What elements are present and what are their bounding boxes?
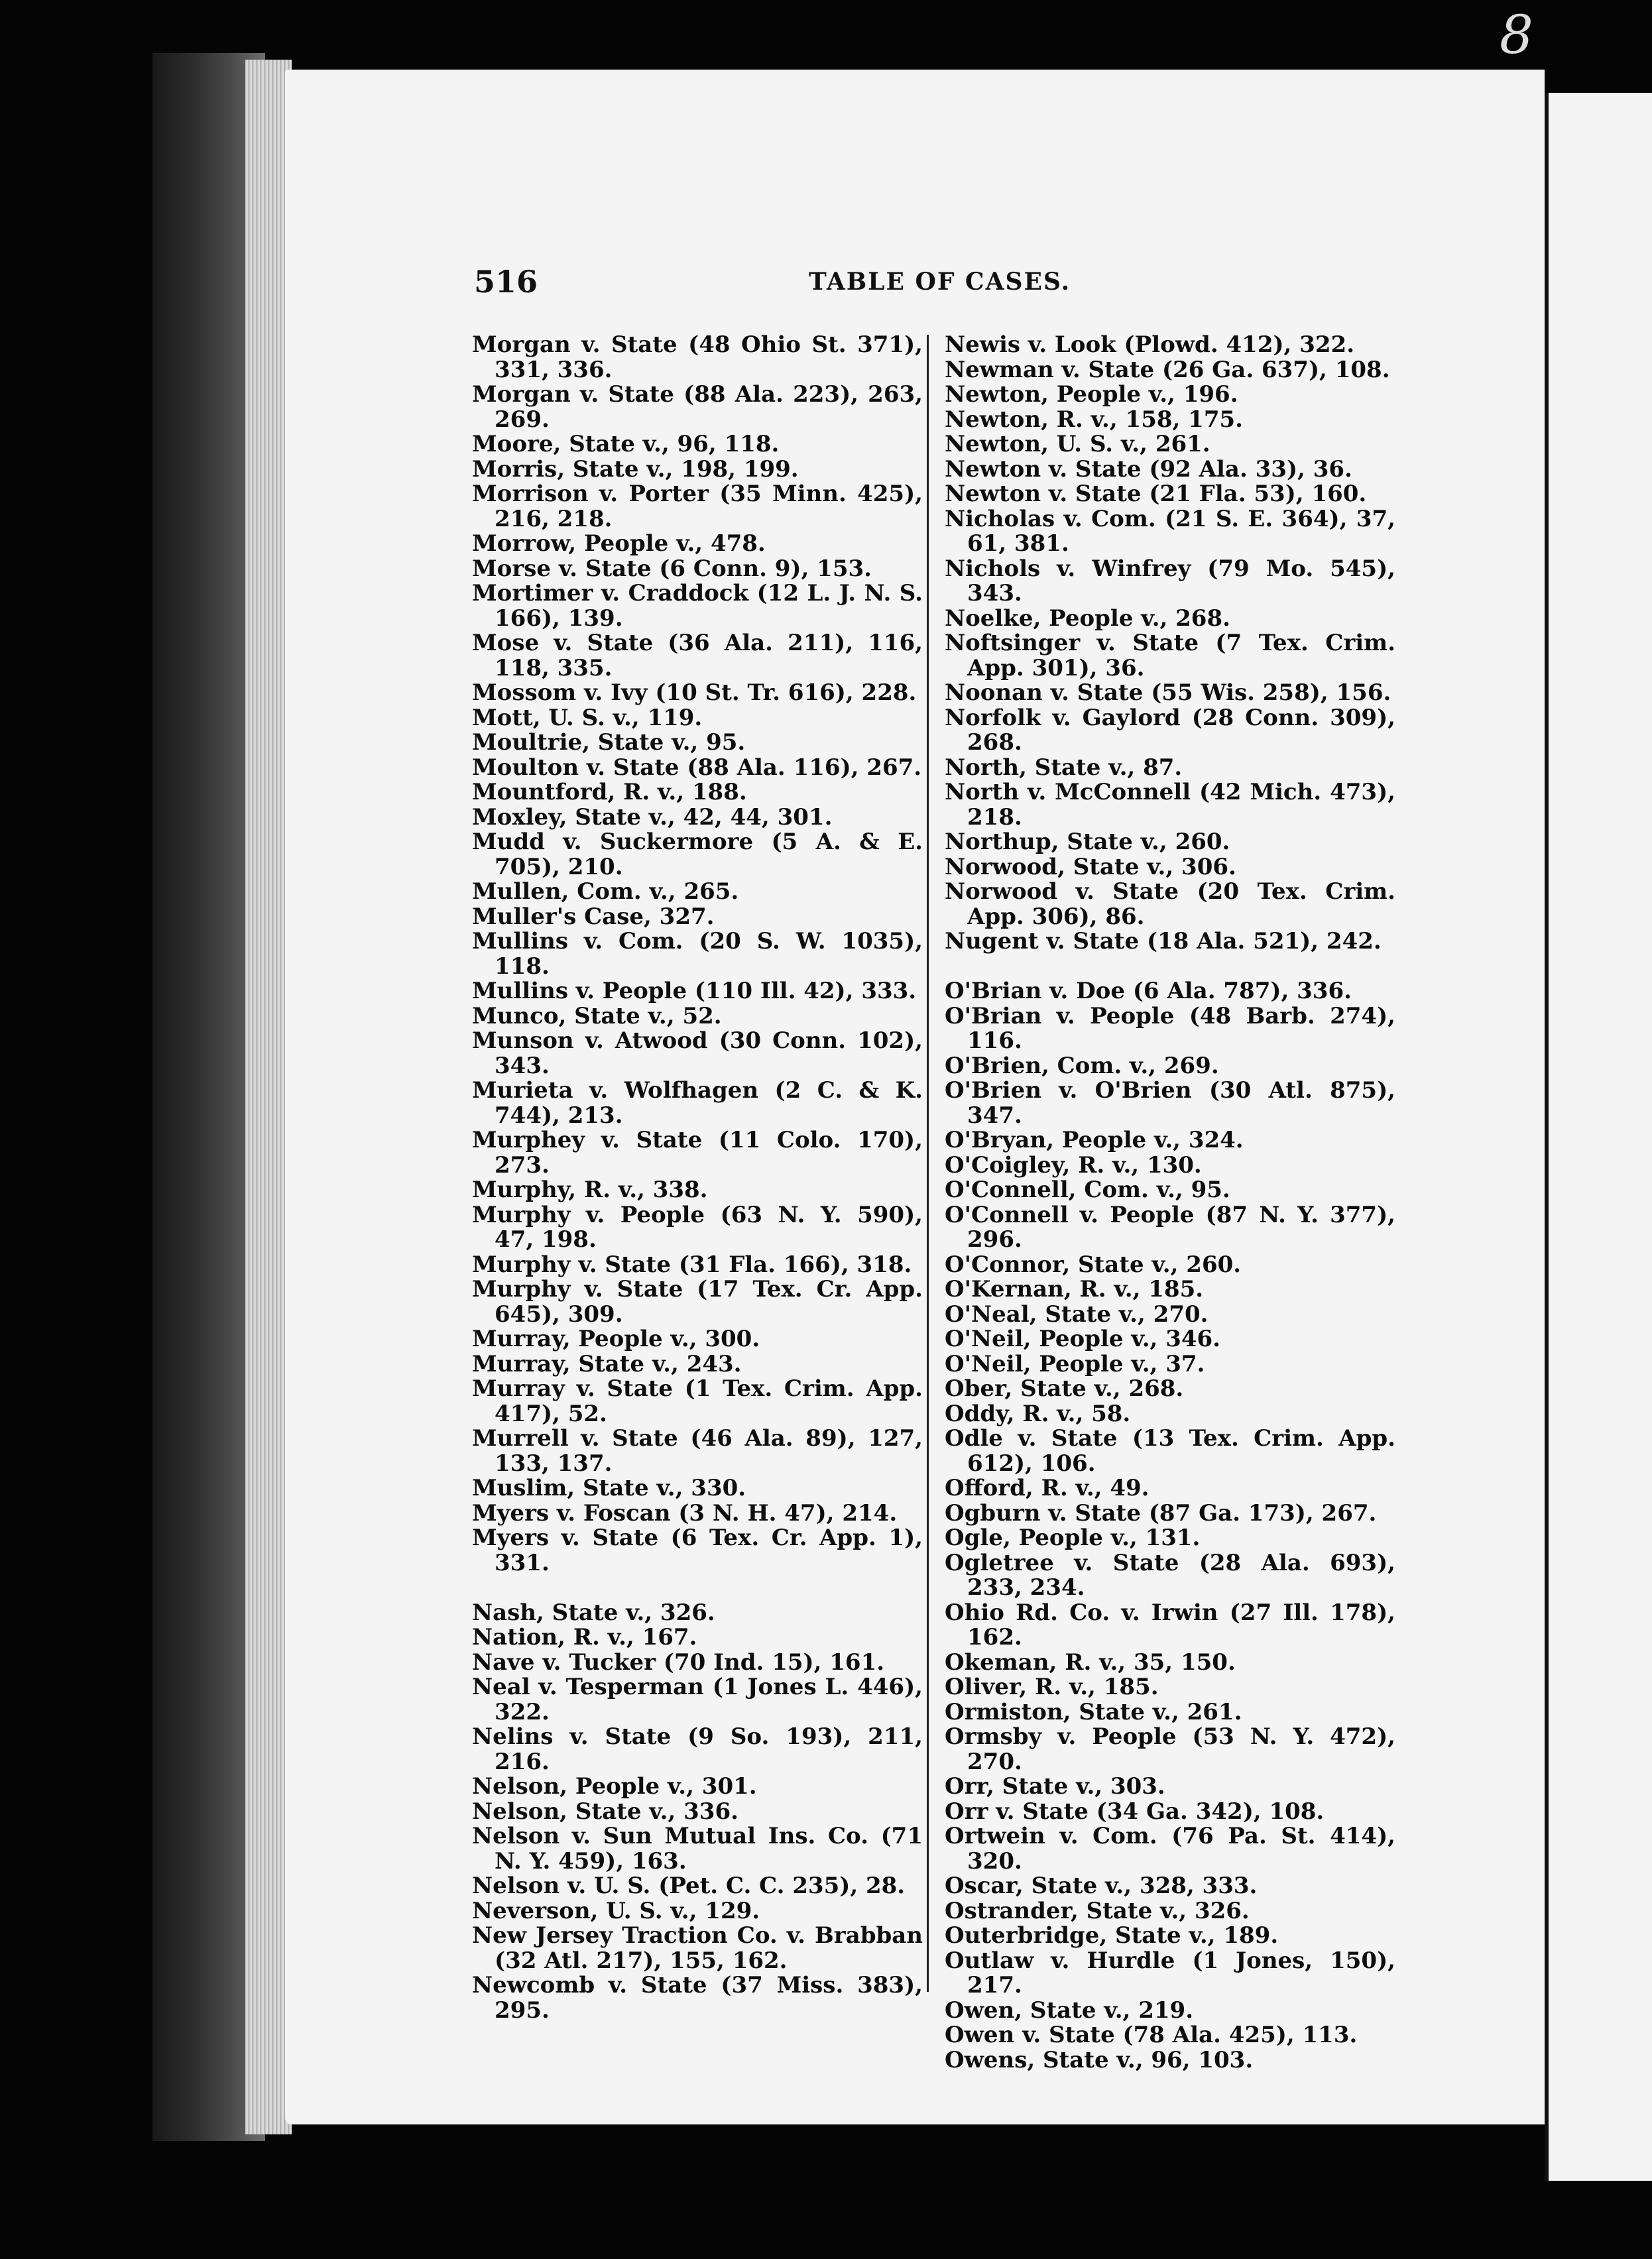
case-entry: Morris, State v., 198, 199. [472,455,799,483]
case-entry: O'Connell, Com. v., 95. [945,1177,1230,1203]
case-entry: Neal v. Tesperman (1 Jones L. 446), 322. [472,1674,923,1725]
case-entry: Ostrander, State v., 326. [945,1897,1250,1924]
case-entry: Ormsby v. People (53 N. Y. 472), 270. [945,1723,1395,1775]
case-entry: Mullen, Com. v., 265. [472,878,739,905]
case-entry: Oscar, State v., 328, 333. [945,1873,1258,1899]
case-entry: Morrow, People v., 478. [472,530,766,557]
case-entry: Noftsinger v. State (7 Tex. Crim. App. 301), 36. [945,630,1395,681]
case-entry: Murphy v. People (63 N. Y. 590), 47, 198. [472,1201,923,1253]
case-entry: Nichols v. Winfrey (79 Mo. 545), 343. [945,555,1395,607]
case-entry: Noonan v. State (55 Wis. 258), 156. [945,679,1391,706]
case-entry: Mullins v. People (110 Ill. 42), 333. [472,978,917,1004]
case-entry: Newis v. Look (Plowd. 412), 322. [945,331,1355,358]
case-entry: Odle v. State (13 Tex. Crim. App. 612), 106. [945,1425,1395,1477]
case-entry: Murray, People v., 300. [472,1326,760,1352]
case-entry: Mortimer v. Craddock (12 L. J. N. S. 166), 139. [472,580,923,632]
case-entry: New Jersey Traction Co. v. Brabban (32 Atl. 217), 155, 162. [472,1922,923,1974]
running-head: TABLE OF CASES. [809,268,1071,296]
case-entry: Moultrie, State v., 95. [472,729,746,756]
case-entry: Owen v. State (78 Ala. 425), 113. [945,2022,1358,2048]
case-entry: Nicholas v. Com. (21 S. E. 364), 37, 61, 381. [945,505,1395,557]
case-entry: Nugent v. State (18 Ala. 521), 242. [945,928,1382,955]
case-entry: Outerbridge, State v., 189. [945,1922,1279,1949]
section-gap [945,955,1395,980]
case-entry: Myers v. State (6 Tex. Cr. App. 1), 331. [472,1525,923,1576]
case-entry: O'Bryan, People v., 324. [945,1127,1244,1153]
case-entry: Ober, State v., 268. [945,1375,1184,1402]
case-entry: Murray v. State (1 Tex. Crim. App. 417), 52. [472,1375,923,1427]
case-entry: North, State v., 87. [945,754,1183,781]
case-entry: Morgan v. State (88 Ala. 223), 263, 269. [472,381,923,433]
case-entry: Murphy, R. v., 338. [472,1177,708,1203]
case-entry: Mott, U. S. v., 119. [472,704,703,731]
case-entry: O'Brian v. Doe (6 Ala. 787), 336. [945,978,1352,1004]
case-entry: Newton, U. S. v., 261. [945,431,1210,457]
section-gap [472,1576,923,1601]
case-entry: Newton v. State (92 Ala. 33), 36. [945,455,1352,483]
corner-mark: 8 [1500,4,1533,66]
case-entry: Murrell v. State (46 Ala. 89), 127, 133, 137. [472,1425,923,1477]
case-entry: Noelke, People v., 268. [945,605,1230,632]
case-entry: Ortwein v. Com. (76 Pa. St. 414), 320. [945,1823,1395,1875]
case-entry: Norfolk v. Gaylord (28 Conn. 309), 268. [945,704,1395,756]
case-entry: Newcomb v. State (37 Miss. 383), 295. [472,1972,923,2024]
case-entry: Morse v. State (6 Conn. 9), 153. [472,555,872,582]
case-entry: Muslim, State v., 330. [472,1475,746,1501]
case-entry: Nave v. Tucker (70 Ind. 15), 161. [472,1649,885,1676]
case-entry: O'Neil, People v., 346. [945,1326,1221,1352]
case-entry: Munson v. Atwood (30 Conn. 102), 343. [472,1027,923,1079]
case-entry: Oddy, R. v., 58. [945,1400,1131,1427]
case-entry: Newton v. State (21 Fla. 53), 160. [945,481,1367,507]
case-entry: Nelson v. Sun Mutual Ins. Co. (71 N. Y. 459), 163. [472,1823,923,1875]
case-entry: Norwood v. State (20 Tex. Crim. App. 306), 86. [945,878,1395,930]
case-entry: Newton, R. v., 158, 175. [945,406,1243,433]
case-entry: Nelson, State v., 336. [472,1798,738,1825]
case-entry: Morrison v. Porter (35 Minn. 425), 216, 218. [472,481,923,532]
case-entry: Newman v. State (26 Ga. 637), 108. [945,356,1390,383]
case-entry: Murphy v. State (17 Tex. Cr. App. 645), 309. [472,1276,923,1328]
case-entry: Murphy v. State (31 Fla. 166), 318. [472,1251,912,1278]
case-entry: O'Kernan, R. v., 185. [945,1276,1204,1303]
case-entry: O'Connell v. People (87 N. Y. 377), 296. [945,1201,1395,1253]
case-entry: Offord, R. v., 49. [945,1475,1150,1501]
case-entry: Owen, State v., 219. [945,1997,1194,2024]
case-entry: Northup, State v., 260. [945,829,1230,855]
case-entry: O'Brien, Com. v., 269. [945,1052,1219,1079]
case-entry: Nelson v. U. S. (Pet. C. C. 235), 28. [472,1873,906,1899]
case-entry: Moxley, State v., 42, 44, 301. [472,803,833,831]
case-entry: O'Connor, State v., 260. [945,1251,1242,1278]
case-entry: O'Brian v. People (48 Barb. 274), 116. [945,1002,1395,1054]
case-entry: Orr, State v., 303. [945,1773,1165,1800]
case-entry: O'Brien v. O'Brien (30 Atl. 875), 347. [945,1077,1395,1129]
case-entry: Mullins v. Com. (20 S. W. 1035), 118. [472,928,923,980]
case-entry: Oliver, R. v., 185. [945,1674,1159,1700]
case-entry: Orr v. State (34 Ga. 342), 108. [945,1798,1325,1825]
case-entry: Ogburn v. State (87 Ga. 173), 267. [945,1499,1377,1527]
case-entry: Moulton v. State (88 Ala. 116), 267. [472,754,922,781]
case-entry: Nelson, People v., 301. [472,1773,757,1800]
page-number: 516 [474,264,538,300]
case-entry: Ogle, People v., 131. [945,1525,1201,1551]
case-entry: Mountford, R. v., 188. [472,779,747,805]
case-entry: Mudd v. Suckermore (5 A. & E. 705), 210. [472,829,923,880]
case-entry: Muller's Case, 327. [472,903,715,930]
case-entry: Newton, People v., 196. [945,381,1238,408]
column-divider [927,335,929,1992]
case-entry: Nelins v. State (9 So. 193), 211, 216. [472,1723,923,1775]
case-entry: Ohio Rd. Co. v. Irwin (27 Ill. 178), 162. [945,1599,1395,1651]
case-entry: Neverson, U. S. v., 129. [472,1897,760,1924]
case-entry: Norwood, State v., 306. [945,853,1236,880]
left-column [472,333,923,2023]
case-entry: Murieta v. Wolfhagen (2 C. & K. 744), 213. [472,1077,923,1129]
facing-page-edge [1545,93,1652,2181]
case-entry: O'Neil, People v., 37. [945,1350,1205,1377]
case-entry: Okeman, R. v., 35, 150. [945,1649,1236,1676]
case-entry: Nash, State v., 326. [472,1599,715,1626]
case-entry: O'Coigley, R. v., 130. [945,1151,1202,1179]
case-entry: Ormiston, State v., 261. [945,1698,1242,1725]
case-entry: North v. McConnell (42 Mich. 473), 218. [945,779,1395,831]
case-entry: Myers v. Foscan (3 N. H. 47), 214. [472,1499,898,1527]
case-entry: Morgan v. State (48 Ohio St. 371), 331, 336. [472,331,923,383]
case-entry: Munco, State v., 52. [472,1002,722,1029]
case-entry: Ogletree v. State (28 Ala. 693), 233, 234. [945,1549,1395,1601]
case-entry: Moore, State v., 96, 118. [472,431,780,457]
case-entry: Murray, State v., 243. [472,1350,742,1377]
case-entry: Nation, R. v., 167. [472,1624,697,1651]
case-entry: Outlaw v. Hurdle (1 Jones, 150), 217. [945,1947,1395,1998]
case-entry: O'Neal, State v., 270. [945,1301,1209,1328]
case-entry: Mossom v. Ivy (10 St. Tr. 616), 228. [472,679,917,706]
case-entry: Mose v. State (36 Ala. 211), 116, 118, 335. [472,630,923,681]
case-entry: Owens, State v., 96, 103. [945,2046,1254,2073]
case-entry: Murphey v. State (11 Colo. 170), 273. [472,1127,923,1179]
page-header [474,264,1071,310]
right-column [945,333,1395,2073]
